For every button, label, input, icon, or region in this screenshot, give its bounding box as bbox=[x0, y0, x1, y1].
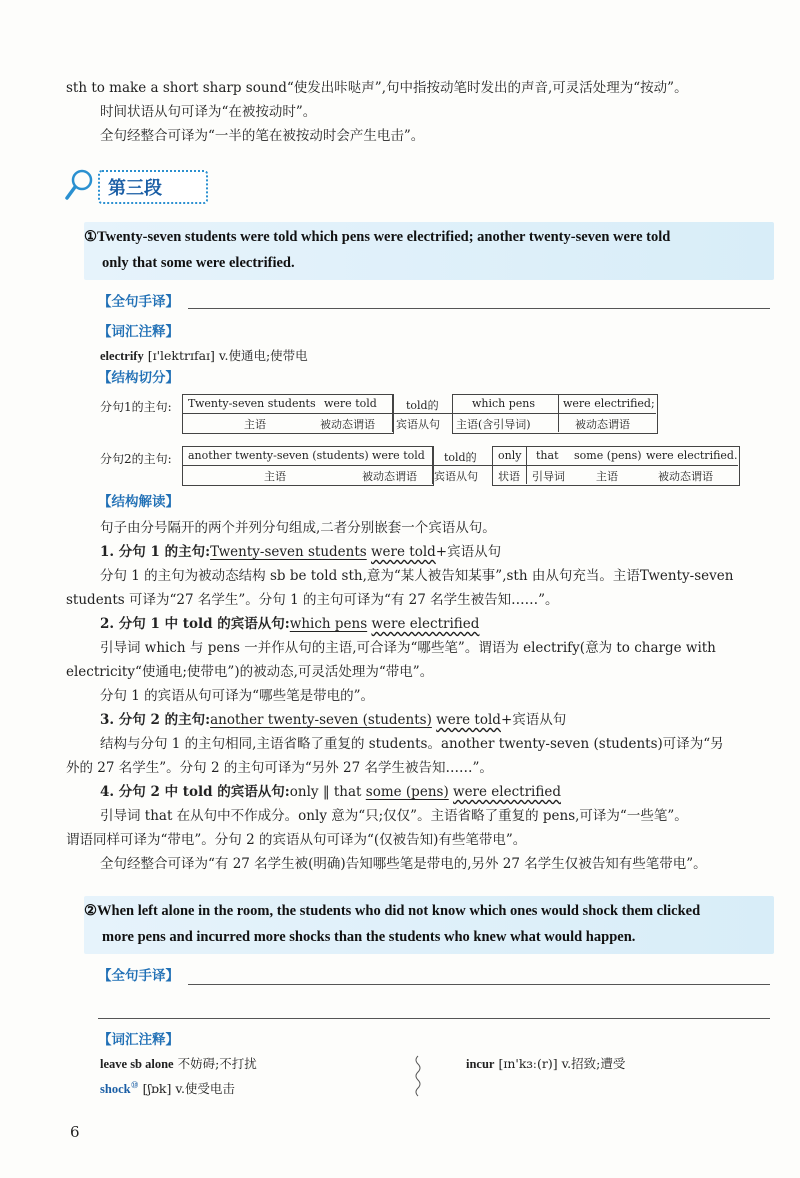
seg1-top-4: were electrified; bbox=[563, 397, 655, 410]
analysis-p1b: students 可译为“27 名学生”。分句 1 的主句可译为“有 27 名学生被告知……”。 bbox=[66, 592, 559, 608]
seg2-bot-3: 状语 bbox=[498, 470, 520, 483]
seg2-bot-4: 引导词 bbox=[532, 470, 565, 483]
sentence-1-number: ① bbox=[84, 229, 97, 245]
seg1-bot-0: 主语 bbox=[244, 418, 266, 431]
section-title: 第三段 bbox=[108, 178, 162, 199]
vocab-label-1: 【词汇注释】 bbox=[98, 324, 179, 340]
seg1-label: 分句1的主句: bbox=[100, 400, 172, 414]
analysis-heading-2: 2. 分句 1 中 told 的宾语从句:which pens were electrified bbox=[100, 616, 480, 632]
seg1-top-0: Twenty-seven students bbox=[188, 397, 316, 410]
analysis-label: 【结构解读】 bbox=[98, 494, 179, 510]
seg1-top-3: which pens bbox=[472, 397, 536, 410]
translate-label-2: 【全句手译】 bbox=[98, 968, 179, 984]
seg2-bot-1: 被动态谓语 bbox=[362, 470, 417, 483]
sentence-2-line-2: more pens and incurred more shocks than the students who knew what would happen. bbox=[102, 929, 636, 945]
analysis-heading-3: 3. 分句 2 的主句:another twenty-seven (students) were told+宾语从句 bbox=[100, 712, 567, 728]
magnifier-icon bbox=[64, 168, 94, 202]
vocab-label-2: 【词汇注释】 bbox=[98, 1032, 179, 1048]
translate-label-1: 【全句手译】 bbox=[98, 294, 179, 310]
translate-answer-line-2b[interactable] bbox=[98, 1018, 770, 1019]
top-line-2: 时间状语从句可译为“在被按动时”。 bbox=[100, 104, 317, 120]
sentence-1-line-2: only that some were electrified. bbox=[102, 255, 295, 271]
translate-answer-line-1[interactable] bbox=[188, 308, 770, 309]
seg2-top-3: only bbox=[498, 449, 522, 462]
frequency-badge: ⑩ bbox=[130, 1081, 139, 1091]
translate-answer-line-2a[interactable] bbox=[188, 984, 770, 985]
seg1-bot-2: 宾语从句 bbox=[396, 418, 440, 431]
vocab-electrify: electrify [ɪ'lektrɪfaɪ] v.使通电;使带电 bbox=[100, 348, 308, 363]
analysis-p1a: 分句 1 的主句为被动态结构 sb be told sth,意为“某人被告知某事”,sth 由从句充当。主语Twenty-seven bbox=[100, 568, 734, 584]
analysis-p3a: 结构与分句 1 的主句相同,主语省略了重复的 students。another twenty-seven (students)可译为“另 bbox=[100, 736, 724, 752]
seg2-top-1: were told bbox=[372, 449, 425, 462]
analysis-p4c: 全句经整合可译为“有 27 名学生被(明确)告知哪些笔是带电的,另外 27 名学生仅被告知有些笔带电”。 bbox=[100, 856, 707, 872]
analysis-intro: 句子由分号隔开的两个并列分句组成,二者分别嵌套一个宾语从句。 bbox=[100, 520, 496, 536]
section-title-box bbox=[98, 170, 208, 204]
seg2-top-6: were electrified. bbox=[646, 449, 738, 462]
vocab-shock: shock⑩ [ʃɒk] v.使受电击 bbox=[100, 1081, 235, 1097]
wave-divider-icon bbox=[412, 1054, 424, 1098]
seg1-bot-4: 被动态谓语 bbox=[575, 418, 630, 431]
analysis-p2b: electricity“使通电;使带电”)的被动态,可灵活处理为“带电”。 bbox=[66, 664, 434, 680]
seg2-bot-0: 主语 bbox=[264, 470, 286, 483]
sentence-2-line-1: ②When left alone in the room, the students who did not know which ones would shock them clicked bbox=[84, 903, 701, 919]
seg2-top-0: another twenty-seven (students) bbox=[188, 449, 369, 462]
seg1-top-1: were told bbox=[324, 397, 377, 410]
sentence-1-line-1: ①Twenty-seven students were told which pens were electrified; another twenty-seven were told bbox=[84, 229, 671, 245]
seg2-top-5: some (pens) bbox=[574, 449, 642, 462]
vocab-incur: incur [ɪn'kɜː(r)] v.招致;遭受 bbox=[466, 1056, 626, 1071]
seg2-top-4: that bbox=[536, 449, 559, 462]
analysis-p4a: 引导词 that 在从句中不作成分。only 意为“只;仅仅”。主语省略了重复的 pens,可译为“一些笔”。 bbox=[100, 808, 688, 824]
page-number: 6 bbox=[70, 1123, 80, 1141]
seg1-bot-1: 被动态谓语 bbox=[320, 418, 375, 431]
analysis-p4b: 谓语同样可译为“带电”。分句 2 的宾语从句可译为“(仅被告知)有些笔带电”。 bbox=[66, 832, 527, 848]
analysis-p2c: 分句 1 的宾语从句可译为“哪些笔是带电的”。 bbox=[100, 688, 374, 704]
analysis-heading-1: 1. 分句 1 的主句:Twenty-seven students were told+宾语从句 bbox=[100, 544, 502, 560]
seg2-bot-2: 宾语从句 bbox=[434, 470, 478, 483]
top-line-1: sth to make a short sharp sound“使发出咔哒声”,句中指按动笔时发出的声音,可灵活处理为“按动”。 bbox=[66, 80, 688, 96]
sentence-2-number: ② bbox=[84, 903, 97, 919]
seg2-label: 分句2的主句: bbox=[100, 452, 172, 466]
analysis-p2a: 引导词 which 与 pens 一并作从句的主语,可合译为“哪些笔”。谓语为 electrify(意为 to charge with bbox=[100, 640, 716, 656]
seg2-bot-6: 被动态谓语 bbox=[658, 470, 713, 483]
analysis-heading-4: 4. 分句 2 中 told 的宾语从句:only ‖ that some (pens) were electrified bbox=[100, 784, 561, 800]
seg2-bot-5: 主语 bbox=[596, 470, 618, 483]
top-line-3: 全句经整合可译为“一半的笔在被按动时会产生电击”。 bbox=[100, 128, 425, 144]
seg2-top-2: told的 bbox=[444, 451, 477, 464]
seg1-top-2: told的 bbox=[406, 399, 439, 412]
struct-label: 【结构切分】 bbox=[98, 370, 179, 386]
seg1-bot-3: 主语(含引导词) bbox=[456, 418, 531, 431]
vocab-leave-alone: leave sb alone 不妨碍;不打扰 bbox=[100, 1056, 257, 1071]
analysis-p3b: 外的 27 名学生”。分句 2 的主句可译为“另外 27 名学生被告知……”。 bbox=[66, 760, 493, 776]
